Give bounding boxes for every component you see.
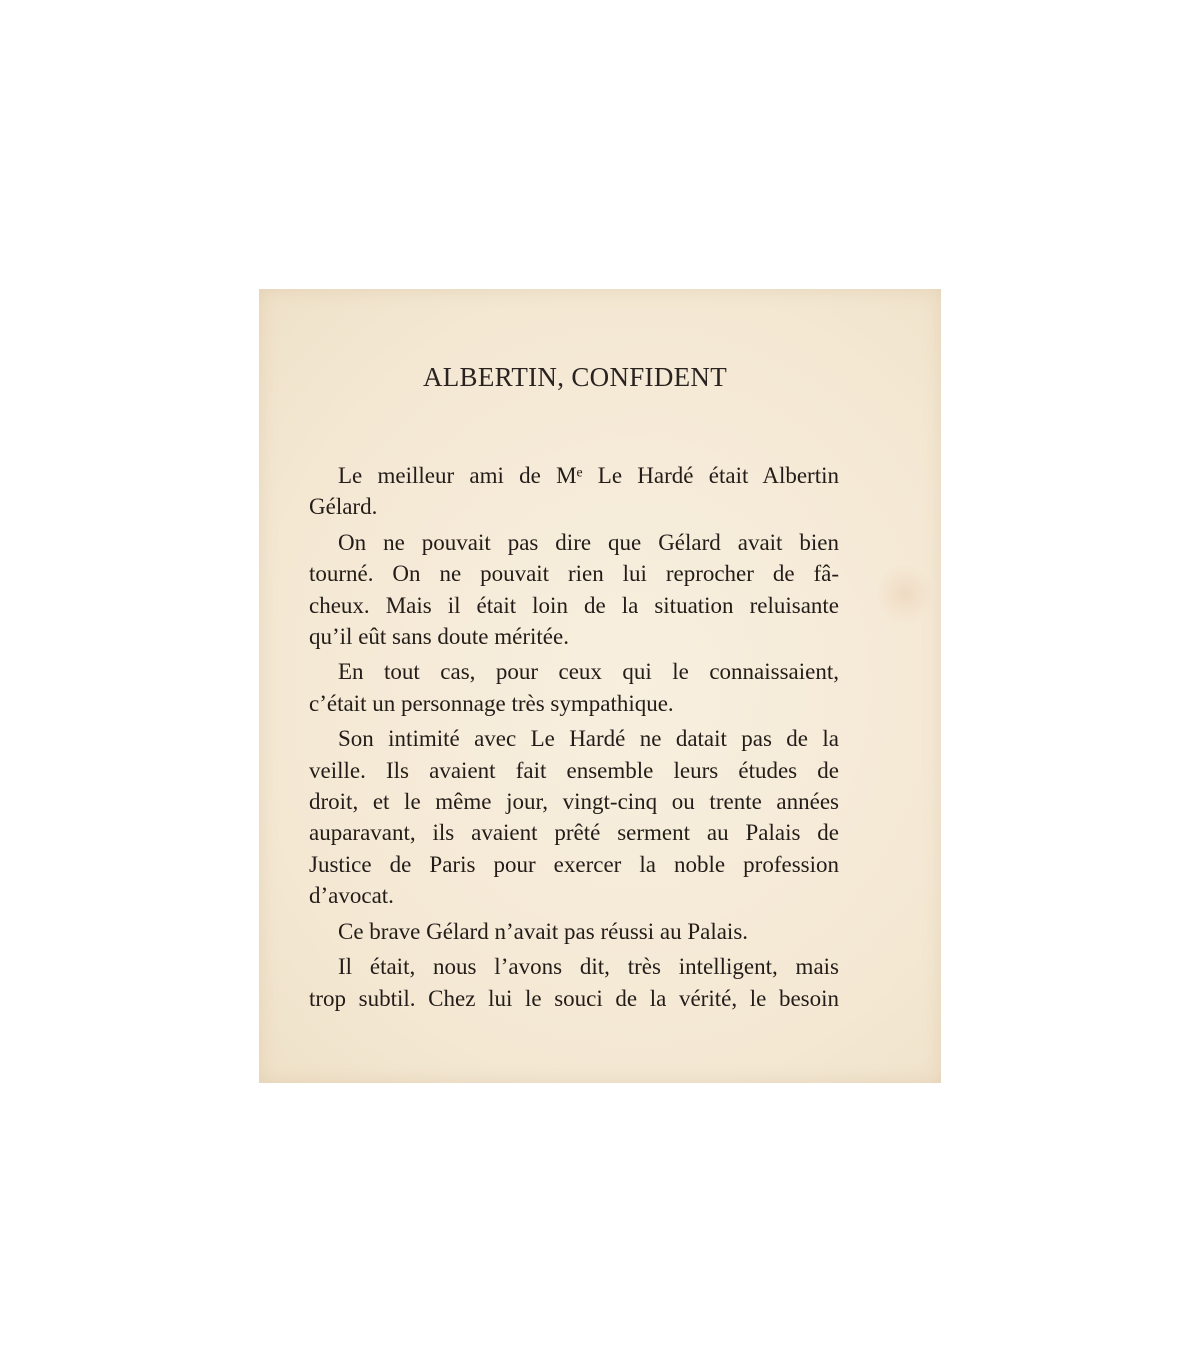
text-line: Justice de Paris pour exercer la noble profession (309, 851, 839, 877)
text-line: Il était, nous l’avons dit, très intelligent, mais (338, 954, 839, 980)
body-text (309, 460, 839, 1014)
text-line: Gélard. (309, 494, 378, 520)
text-line: c’était un personnage très sympathique. (309, 690, 674, 716)
text-line: trop subtil. Chez lui le souci de la vérité, le besoin (309, 985, 839, 1011)
text-line: auparavant, ils avaient prêté serment au Palais de (309, 820, 839, 846)
paper-stain (875, 564, 935, 624)
text-line: Son intimité avec Le Hardé ne datait pas de la (338, 726, 839, 752)
text-line: En tout cas, pour ceux qui le connaissaient, (338, 659, 839, 685)
text-line: Le meilleur ami de Mᵉ Le Hardé était Albertin (338, 463, 839, 488)
text-line: tourné. On ne pouvait rien lui reprocher de fâ- (309, 561, 839, 587)
chapter-title: ALBERTIN, CONFIDENT (422, 362, 728, 392)
text-line: cheux. Mais il était loin de la situation reluisante (309, 592, 839, 618)
text-line: d’avocat. (309, 883, 394, 909)
text-line: On ne pouvait pas dire que Gélard avait bien (338, 529, 839, 555)
text-line: qu’il eût sans doute méritée. (309, 624, 569, 650)
book-page (259, 289, 941, 1083)
text-line: Ce brave Gélard n’avait pas réussi au Palais. (338, 918, 749, 944)
text-line: veille. Ils avaient fait ensemble leurs études de (309, 757, 839, 783)
text-line: droit, et le même jour, vingt-cinq ou trente années (309, 789, 839, 815)
